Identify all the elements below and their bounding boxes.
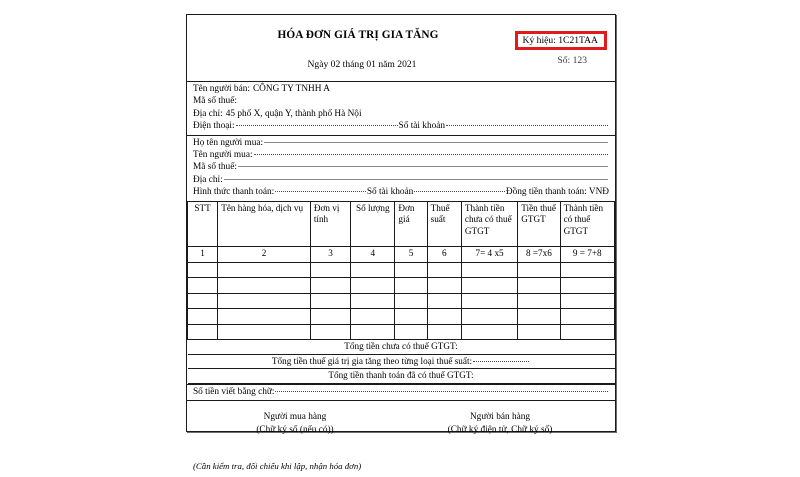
seller-phone-fill	[236, 125, 398, 126]
column-header-tax-rate: Thuế suất	[427, 201, 461, 246]
seller-name-label: Tên người bán:	[193, 84, 250, 94]
cell-amount-pretax[interactable]	[461, 293, 517, 309]
table-row[interactable]	[188, 278, 615, 294]
buyer-tax-code-row	[193, 161, 609, 173]
seller-account-label: Số tài khoản	[398, 121, 446, 132]
buyer-name-row	[193, 149, 609, 161]
seller-phone-row	[193, 120, 609, 132]
buyer-address-fill	[224, 179, 608, 180]
cell-amount-withtax[interactable]	[560, 278, 614, 294]
cell-unit[interactable]	[310, 293, 350, 309]
buyer-address-row	[193, 174, 609, 186]
cell-amount-withtax[interactable]	[560, 293, 614, 309]
buyer-payment-method-fill	[275, 191, 366, 192]
seller-tax-code-row	[193, 95, 609, 107]
column-header-vat-amount: Tiền thuế GTGT	[518, 201, 560, 246]
buyer-name-fill	[254, 154, 608, 155]
seller-signature-title: Người bán hàng	[469, 412, 531, 423]
index-cell-4: 4	[351, 246, 395, 262]
cell-stt[interactable]	[188, 278, 218, 294]
cell-stt[interactable]	[188, 324, 218, 340]
seller-name-value: CÔNG TY TNHH A	[252, 84, 331, 94]
index-cell-6: 6	[427, 246, 461, 262]
invoice-date: Ngày 02 tháng 01 năm 2021	[307, 59, 417, 70]
seller-address-value: 45 phố X, quận Y, thành phố Hà Nội	[225, 108, 362, 119]
cell-item-name[interactable]	[218, 293, 311, 309]
goods-table-index-row	[188, 246, 615, 262]
cell-unit-price[interactable]	[395, 309, 427, 325]
column-header-amount-withtax: Thành tiền có thuế GTGT	[560, 201, 614, 246]
cell-vat-amount[interactable]	[518, 293, 560, 309]
index-cell-9: 9 = 7+8	[560, 246, 614, 262]
seller-name-row	[193, 83, 609, 95]
tax-by-rate-label: Tổng tiền thuế giá trị gia tăng theo từng loại thuế suất:	[271, 355, 473, 366]
cell-unit-price[interactable]	[395, 262, 427, 278]
seller-address-label: Địa chỉ:	[193, 108, 223, 119]
table-row[interactable]	[188, 309, 615, 325]
amount-in-words-label: Số tiền viết bằng chữ:	[193, 386, 275, 397]
buyer-signature-block	[205, 411, 385, 436]
amount-in-words-section	[187, 384, 615, 401]
amount-in-words-row	[193, 386, 609, 398]
cell-unit-price[interactable]	[395, 324, 427, 340]
cell-tax-rate[interactable]	[427, 262, 461, 278]
cell-amount-pretax[interactable]	[461, 278, 517, 294]
invoice-serial-highlight: Ký hiệu: 1C21TAA	[515, 31, 607, 50]
cell-amount-withtax[interactable]	[560, 309, 614, 325]
cell-item-name[interactable]	[218, 324, 311, 340]
cell-unit[interactable]	[310, 324, 350, 340]
seller-address-row	[193, 108, 609, 120]
seller-account-fill	[446, 125, 608, 126]
cell-unit[interactable]	[310, 309, 350, 325]
grand-total-label: Tổng tiền thanh toán đã có thuế GTGT:	[188, 369, 615, 384]
cell-tax-rate[interactable]	[427, 293, 461, 309]
cell-unit[interactable]	[310, 262, 350, 278]
cell-item-name[interactable]	[218, 278, 311, 294]
buyer-address-label: Địa chỉ:	[193, 174, 223, 185]
cell-unit-price[interactable]	[395, 278, 427, 294]
tax-by-rate-fill	[473, 361, 529, 362]
cell-vat-amount[interactable]	[518, 324, 560, 340]
table-row[interactable]	[188, 262, 615, 278]
cell-item-name[interactable]	[218, 309, 311, 325]
invoice-header	[187, 15, 615, 81]
cell-amount-pretax[interactable]	[461, 309, 517, 325]
cell-amount-pretax[interactable]	[461, 324, 517, 340]
subtotal-label: Tổng tiền chưa có thuế GTGT:	[188, 340, 615, 355]
buyer-fullname-row	[193, 137, 609, 149]
index-cell-7: 7= 4 x5	[461, 246, 517, 262]
amount-in-words-fill	[275, 391, 608, 392]
buyer-account-label: Số tài khoản	[366, 187, 414, 198]
buyer-name-label: Tên người mua:	[193, 150, 253, 161]
footer-note: (Cần kiểm tra, đối chiếu khi lập, nhận hóa đơn)	[193, 461, 362, 472]
table-row[interactable]	[188, 293, 615, 309]
index-cell-1: 1	[188, 246, 218, 262]
index-cell-8: 8 =7x6	[518, 246, 560, 262]
buyer-account-fill	[414, 191, 505, 192]
index-cell-3: 3	[310, 246, 350, 262]
buyer-payment-method-label: Hình thức thanh toán:	[193, 187, 275, 198]
index-cell-5: 5	[395, 246, 427, 262]
cell-vat-amount[interactable]	[518, 309, 560, 325]
invoice-number: Số: 123	[557, 55, 587, 66]
seller-tax-code-label: Mã số thuế:	[193, 96, 237, 107]
goods-table	[187, 201, 615, 384]
subtotal-row	[188, 340, 615, 355]
seller-info-section	[187, 81, 615, 135]
cell-quantity[interactable]	[351, 262, 395, 278]
buyer-payment-row	[193, 186, 609, 198]
cell-quantity[interactable]	[351, 309, 395, 325]
cell-quantity[interactable]	[351, 278, 395, 294]
cell-tax-rate[interactable]	[427, 309, 461, 325]
buyer-fullname-fill	[264, 142, 608, 143]
buyer-signature-title: Người mua hàng	[263, 412, 327, 423]
buyer-fullname-label: Họ tên người mua:	[193, 137, 264, 148]
tax-by-rate-cell	[188, 354, 615, 369]
tax-by-rate-row	[188, 354, 615, 369]
column-header-stt: STT	[188, 201, 218, 246]
column-header-unit: Đơn vị tính	[310, 201, 350, 246]
seller-phone-label: Điện thoại:	[193, 121, 235, 132]
grand-total-row	[188, 369, 615, 384]
index-cell-2: 2	[218, 246, 311, 262]
cell-stt[interactable]	[188, 309, 218, 325]
table-row[interactable]	[188, 324, 615, 340]
cell-unit-price[interactable]	[395, 293, 427, 309]
cell-stt[interactable]	[188, 293, 218, 309]
cell-quantity[interactable]	[351, 324, 395, 340]
seller-signature-block	[395, 411, 605, 436]
invoice-body	[187, 15, 615, 472]
column-header-amount-pretax: Thành tiền chưa có thuế GTGT	[461, 201, 517, 246]
payment-currency-label: Đồng tiền thanh toán: VNĐ	[505, 187, 610, 198]
cell-amount-pretax[interactable]	[461, 262, 517, 278]
buyer-tax-code-label: Mã số thuế:	[193, 162, 237, 173]
cell-item-name[interactable]	[218, 262, 311, 278]
goods-table-header-row	[188, 201, 615, 246]
invoice-sheet	[186, 14, 616, 472]
cell-unit[interactable]	[310, 278, 350, 294]
page-title: HÓA ĐƠN GIÁ TRỊ GIA TĂNG	[277, 29, 439, 41]
seller-signature-subtitle: (Chữ ký điện tử, Chữ ký số)	[447, 424, 553, 435]
signature-section	[187, 401, 615, 477]
cell-vat-amount[interactable]	[518, 262, 560, 278]
cell-tax-rate[interactable]	[427, 278, 461, 294]
cell-amount-withtax[interactable]	[560, 324, 614, 340]
buyer-signature-subtitle: (Chữ ký số (nếu có))	[256, 424, 334, 435]
cell-vat-amount[interactable]	[518, 278, 560, 294]
column-header-item-name: Tên hàng hóa, dịch vụ	[218, 201, 311, 246]
column-header-quantity: Số lượng	[351, 201, 395, 246]
tax-by-rate-inner	[191, 356, 612, 368]
cell-quantity[interactable]	[351, 293, 395, 309]
buyer-tax-code-fill	[238, 166, 608, 167]
cell-amount-withtax[interactable]	[560, 262, 614, 278]
cell-tax-rate[interactable]	[427, 324, 461, 340]
column-header-unit-price: Đơn giá	[395, 201, 427, 246]
buyer-info-section	[187, 135, 615, 201]
cell-stt[interactable]	[188, 262, 218, 278]
